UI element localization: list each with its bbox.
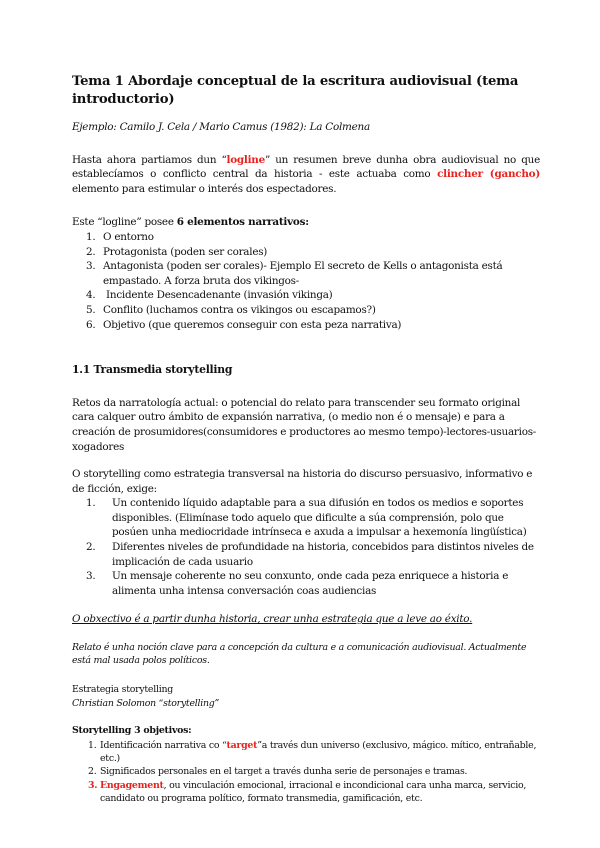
intro-text-3: elemento para estimular o interés dos espectadores. <box>72 182 337 195</box>
clincher-highlight: clincher (gancho) <box>437 168 541 181</box>
relato-note: Relato é unha noción clave para a concepción da cultura e a comunicación audiovisual. Actualmente está mal usada polos políticos. <box>72 642 527 667</box>
intro-text-1: Hasta ahora partiamos dun “ <box>72 153 227 166</box>
target-highlight: target <box>226 740 258 752</box>
list-number: 1. <box>86 230 96 243</box>
list-text: Protagonista (poden ser corales) <box>103 245 268 258</box>
list-text: Conflito (luchamos contra os vikingos ou escapamos?) <box>103 303 376 316</box>
list-text <box>100 779 540 805</box>
list-item <box>72 288 540 303</box>
list-text: Diferentes niveles de profundidade na historia, concebidos para distintos niveles de implicación de cada usuario <box>112 541 534 568</box>
list-number: 3. <box>86 260 96 273</box>
objetivos-heading: Storytelling 3 objetivos: <box>72 724 192 736</box>
list-text: Incidente Desencadenante (invasión vikinga) <box>103 289 333 302</box>
elements-lead-text: Este “logline” posee <box>72 216 177 229</box>
list-number: 5. <box>86 303 96 316</box>
list-number: 3. <box>86 570 96 583</box>
list-item <box>72 259 540 288</box>
item-post: ”a través dun universo (exclusivo, mágico. mítico, entrañable, etc.) <box>100 740 537 765</box>
list-item <box>72 318 540 333</box>
objective-statement: O obxectivo é a partir dunha historia, crear unha estrategia que a leve ao éxito. <box>72 613 473 626</box>
list-number: 3. <box>88 779 98 791</box>
list-item <box>72 496 540 540</box>
list-number: 4. <box>86 289 96 302</box>
item-pre: Significados personales en el target a través dunha serie de personajes e tramas. <box>100 766 468 778</box>
intro-paragraph <box>72 153 540 197</box>
intro-text-2: ” un resumen breve dunha obra audiovisual no que establecíamos o conflicto central da historia - este actuaba como <box>72 153 540 181</box>
list-text: Antagonista (poden ser corales)- Ejemplo El secreto de Kells o antagonista está empastado. A forza bruta dos vikingos- <box>103 260 503 287</box>
storytelling-requirements-list <box>72 496 540 598</box>
item-post: , ou vinculación emocional, irracional e incondicional cara unha marca, servicio, candidato ou programa político, formato transmedia, gamificación, etc. <box>100 779 527 804</box>
document-title: Tema 1 Abordaje conceptual de la escritura audiovisual (tema introductorio) <box>72 74 519 107</box>
estrategia-line: Estrategia storytelling <box>72 684 173 696</box>
example-reference: Ejemplo: Camilo J. Cela / Mario Camus (1982): La Colmena <box>72 121 370 133</box>
list-text <box>100 765 540 778</box>
list-item <box>72 540 540 569</box>
logline-highlight: logline <box>226 153 265 166</box>
objetivos-list <box>72 739 540 805</box>
list-number: 1. <box>88 740 97 752</box>
narrative-elements-list <box>72 230 540 332</box>
list-text: Un mensaje coherente no seu conxunto, onde cada peza enriquece a historia e alimenta unha intensa conversación coas audiencias <box>112 570 509 597</box>
list-text: Un contenido líquido adaptable para a sua difusión en todos os medios e soportes disponibles. (Elimínase todo aquelo que dificulte a súa comprensión, polo que posúen unha mediocridade intrínseca e axuda a impulsar a hexemonía lingüística) <box>112 497 527 539</box>
item-pre: Identificación narrativa co “ <box>100 740 227 752</box>
list-text: Objetivo (que queremos conseguir con esta peza narrativa) <box>103 318 402 331</box>
list-text: O entorno <box>103 230 154 243</box>
list-item <box>72 230 540 245</box>
list-item <box>72 303 540 318</box>
list-number: 2. <box>86 541 96 554</box>
list-text <box>100 739 540 765</box>
list-number: 2. <box>88 766 97 778</box>
list-number: 6. <box>86 318 96 331</box>
list-item <box>72 765 540 778</box>
list-item <box>72 245 540 260</box>
retos-paragraph: Retos da narratología actual: o potencial do relato para transcender seu formato original cara calquer outro ámbito de expansión narrativa, (o medio non é o mensaje) e para a creación de prosumidores(consumidores e productores ao mesmo tempo)-lectores-usuarios-xogadores <box>72 396 537 453</box>
list-item <box>72 779 540 805</box>
author-reference: Christian Solomon “storytelling” <box>72 697 220 709</box>
elements-lead-bold: 6 elementos narrativos: <box>176 216 309 229</box>
list-number: 2. <box>86 245 96 258</box>
section-heading-transmedia: 1.1 Transmedia storytelling <box>72 363 233 377</box>
elements-lead <box>72 215 540 230</box>
list-item <box>72 739 540 765</box>
engagement-highlight: Engagement <box>100 779 164 791</box>
list-item <box>72 569 540 598</box>
storytelling-lead: O storytelling como estrategia transversal na historia do discurso persuasivo, informativo e de ficción, exige: <box>72 468 533 495</box>
list-number: 1. <box>86 497 96 510</box>
